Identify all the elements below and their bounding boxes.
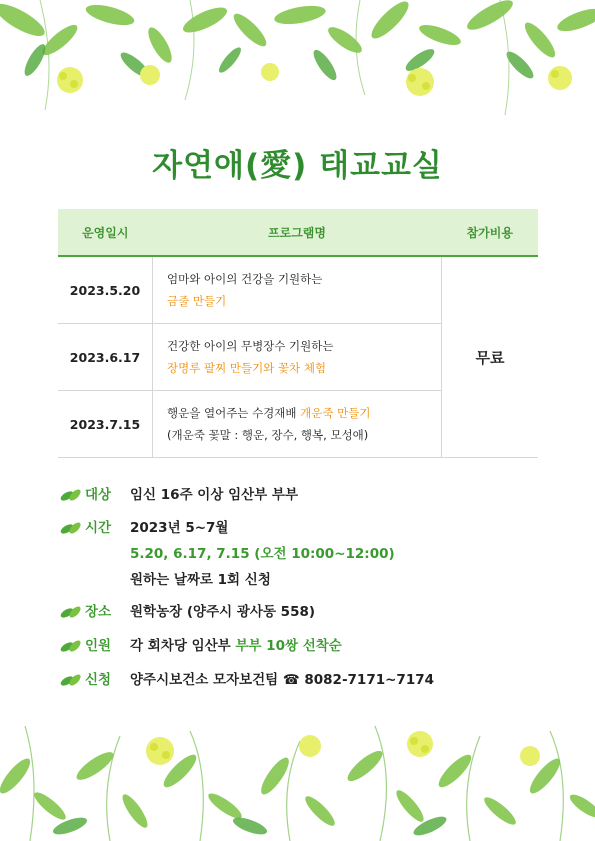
- target-value: 임신 16주 이상 임산부 부부: [130, 487, 298, 503]
- people-count: 부부 10쌍 선착순: [235, 638, 342, 654]
- time-label: 시간: [60, 516, 130, 536]
- time-dates: 5.20, 6.17, 7.15 (오전 10:00~12:00): [130, 546, 395, 562]
- page-title: 자연애(愛) 태교교실: [152, 148, 443, 184]
- leaf-icon: [60, 605, 82, 619]
- apply-value: 양주시보건소 모자보건팀 ☎ 8082-7171~7174: [130, 672, 435, 688]
- people-value-text: 각 회차당 임산부: [130, 638, 236, 654]
- table-row: [58, 256, 538, 324]
- target-label: 대상: [60, 483, 130, 503]
- people-label: 인원: [60, 634, 130, 654]
- program-name: 금줄 만들기: [167, 294, 227, 308]
- row-program: [153, 256, 442, 324]
- table-header-row: [58, 209, 538, 256]
- schedule-table: [58, 209, 538, 458]
- time-value: [130, 516, 395, 594]
- leaf-icon: [60, 488, 82, 502]
- leaf-icon: [60, 673, 82, 687]
- fee-cell: 무료: [442, 256, 539, 458]
- top-foliage-decoration: [0, 0, 595, 130]
- bottom-foliage-decoration: [0, 716, 595, 841]
- header-fee: 참가비용: [442, 209, 539, 256]
- row-date: 2023.6.17: [58, 324, 153, 391]
- time-months: 2023년 5~7월: [130, 520, 229, 536]
- place-value: 원학농장 (양주시 광사동 558): [130, 604, 316, 620]
- program-name: 장명루 팔찌 만들기와 꽃차 체험: [167, 361, 327, 375]
- row-program: [153, 324, 442, 391]
- row-date: 2023.7.15: [58, 391, 153, 458]
- leaf-icon: [60, 639, 82, 653]
- program-desc: [167, 402, 440, 424]
- header-program: 프로그램명: [153, 209, 442, 256]
- leaf-icon: [60, 521, 82, 535]
- program-name: 개운죽 만들기: [300, 406, 371, 420]
- place-label: 장소: [60, 600, 130, 620]
- program-desc: 건강한 아이의 무병장수 기원하는: [167, 339, 334, 353]
- people-value: [130, 634, 342, 654]
- row-program: [153, 391, 442, 458]
- program-desc-text: 행운을 열어주는 수경재배: [167, 406, 301, 420]
- header-date: 운영일시: [58, 209, 153, 256]
- time-note: 원하는 날짜로 1회 신청: [130, 572, 271, 588]
- program-note: (개운죽 꽃말 : 행운, 장수, 행복, 모성애): [167, 428, 369, 442]
- row-date: 2023.5.20: [58, 256, 153, 324]
- program-desc: 엄마와 아이의 건강을 기원하는: [167, 272, 323, 286]
- apply-label: 신청: [60, 668, 130, 688]
